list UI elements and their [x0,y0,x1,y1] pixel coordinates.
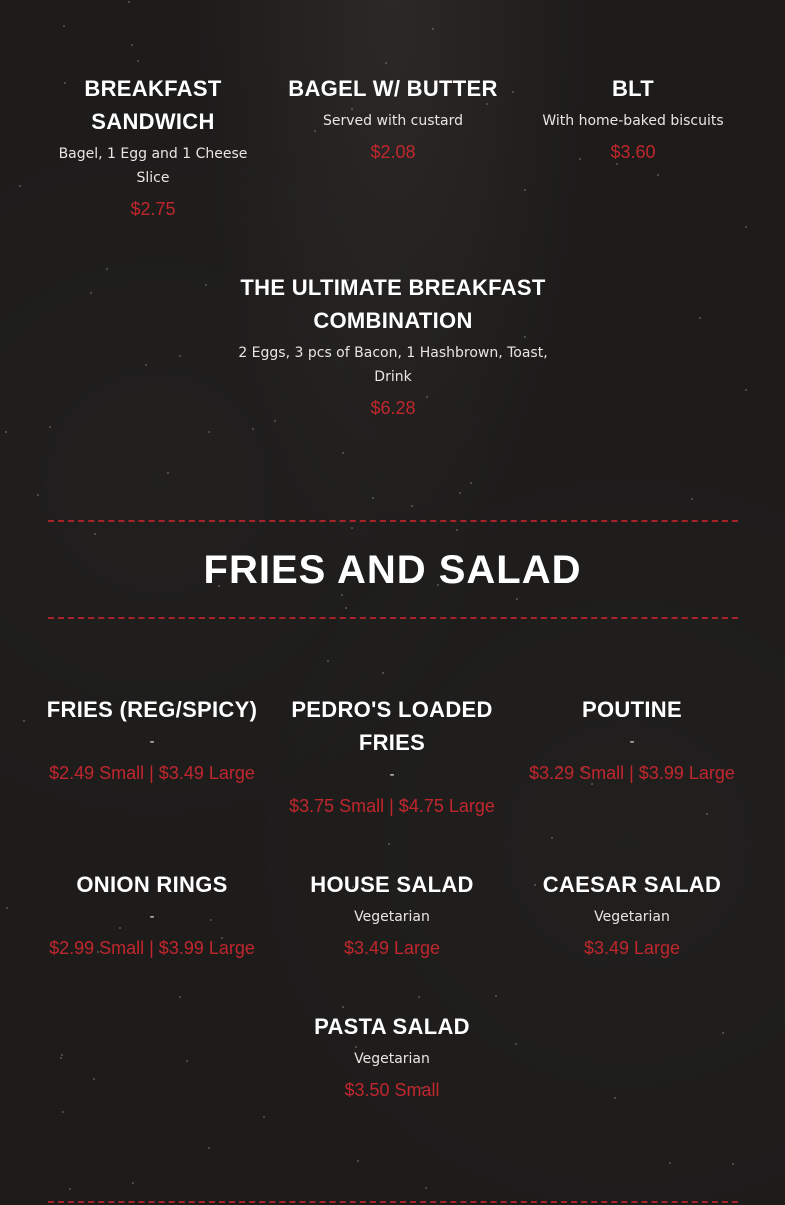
menu-item-ultimate-breakfast [238,271,548,421]
section-title: FRIES AND SALAD [203,548,582,592]
background-speck [23,720,25,722]
item-description: With home-baked biscuits [542,113,724,129]
background-speck [432,28,434,30]
item-price: $3.49 Large [583,938,681,958]
background-speck [418,996,420,998]
background-speck [691,498,693,500]
background-speck [94,533,96,535]
background-speck [524,189,526,191]
background-speck [132,1182,134,1184]
section-divider-bottom [48,617,738,619]
background-speck [93,1078,95,1080]
item-description: Vegetarian [354,1051,430,1067]
item-description: Served with custard [323,113,463,129]
background-speck [456,529,458,531]
background-speck [327,660,329,662]
menu-item-caesar-salad [522,868,742,961]
background-speck [128,1,130,3]
background-speck [6,907,8,909]
item-name: POUTINE [582,697,682,722]
background-speck [669,1162,671,1164]
item-description: Vegetarian [354,909,430,925]
background-speck [515,1043,517,1045]
item-price: $2.08 [370,142,416,162]
background-speck [459,492,461,494]
section-divider-top [48,520,738,522]
item-description: 2 Eggs, 3 pcs of Bacon, 1 Hashbrown, Toast, Drink [238,345,548,385]
item-price: $6.28 [370,398,416,418]
item-name: THE ULTIMATE BREAKFAST COMBINATION [240,275,546,333]
background-speck [37,494,39,496]
background-speck [186,1060,188,1062]
item-price: $3.29 Small | $3.99 Large [529,763,735,783]
background-speck [495,995,497,997]
item-name: BAGEL W/ BUTTER [288,76,498,101]
background-speck [208,431,210,433]
item-description: - [149,909,155,925]
item-price: $3.75 Small | $4.75 Large [289,796,495,816]
item-description: - [389,767,395,783]
background-speck [252,428,254,430]
background-speck [351,527,353,529]
background-speck [722,1032,724,1034]
background-speck [385,62,387,64]
background-speck [372,497,374,499]
background-speck [63,25,65,27]
item-name: PASTA SALAD [314,1014,470,1039]
background-speck [60,1057,62,1059]
menu-item-fries [42,693,262,786]
section-divider-next [48,1201,738,1203]
background-speck [657,174,659,176]
menu-item-loaded-fries [282,693,502,819]
background-speck [470,482,472,484]
background-speck [179,996,181,998]
background-speck [61,1054,63,1056]
background-speck [357,1160,359,1162]
menu-item-poutine [522,693,742,786]
item-price: $3.49 Large [343,938,441,958]
menu-item-blt [528,72,738,165]
background-speck [382,672,384,674]
item-price: $2.75 [130,199,176,219]
background-speck [342,452,344,454]
background-speck [345,607,347,609]
menu-item-onion-rings [42,868,262,961]
background-speck [62,1111,64,1113]
background-speck [512,91,514,93]
item-description: Bagel, 1 Egg and 1 Cheese Slice [58,146,248,186]
background-speck [137,60,139,62]
item-name: HOUSE SALAD [310,872,474,897]
menu-item-breakfast-sandwich [48,72,258,222]
background-speck [342,1006,344,1008]
item-name: ONION RINGS [76,872,228,897]
background-speck [732,1163,734,1165]
item-price: $3.60 [610,142,656,162]
item-name: BREAKFAST SANDWICH [84,76,222,134]
background-speck [706,813,708,815]
item-description: - [629,734,635,750]
item-price: $2.99 Small | $3.99 Large [49,938,255,958]
item-name: PEDRO'S LOADED FRIES [291,697,493,755]
background-speck [145,364,147,366]
background-speck [167,472,169,474]
background-speck [425,1187,427,1189]
item-description: Vegetarian [594,909,670,925]
menu-item-bagel-butter [288,72,498,165]
background-speck [69,1188,71,1190]
background-speck [106,268,108,270]
item-name: BLT [611,76,655,101]
item-name: FRIES (REG/SPICY) [46,697,258,722]
background-speck [551,837,553,839]
background-speck [49,426,51,428]
item-price: $2.49 Small | $3.49 Large [49,763,255,783]
item-price: $3.50 Small [344,1080,440,1100]
background-speck [745,389,747,391]
background-speck [5,431,7,433]
background-speck [614,1097,616,1099]
background-speck [745,226,747,228]
background-speck [411,505,413,507]
background-speck [208,1147,210,1149]
item-name: CAESAR SALAD [542,872,722,897]
menu-item-house-salad [282,868,502,961]
background-speck [388,843,390,845]
background-speck [131,44,133,46]
background-speck [179,355,181,357]
background-speck [699,317,701,319]
item-description: - [149,734,155,750]
background-speck [205,284,207,286]
background-speck [90,292,92,294]
background-speck [263,1116,265,1118]
menu-item-pasta-salad [282,1010,502,1103]
background-speck [19,185,21,187]
